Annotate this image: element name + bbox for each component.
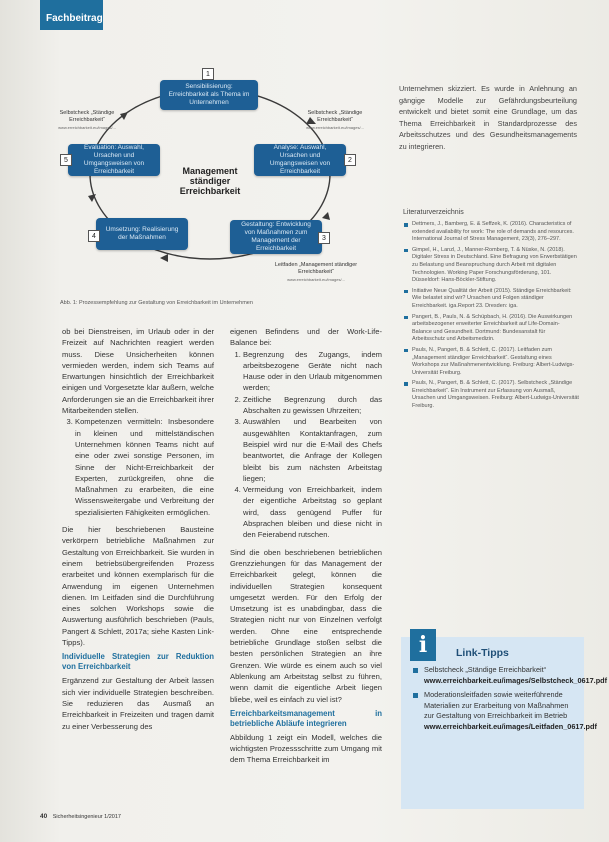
step-number-4: 4 <box>88 230 100 242</box>
literature-item: Gimpel, H., Lanzl, J., Manner-Romberg, T. & Nüske, N. (2018). Digitaler Stress in Deutschland. Eine Befragung von Erwerbstätigen zu Belastung und Beanspruchung durch Arbeit mit digitalen Technologien. Working Paper Forschungsförderung, 101. Düsseldorf: Hans-Böckler-Stiftung. <box>403 247 579 285</box>
process-step-2 <box>254 144 346 176</box>
col2-list-item: 1. Begrenzung des Zugangs, indem arbeitsbezogene Geräte nicht nach Hause oder in den Urlaub mitgenommen werden; <box>243 349 382 394</box>
col2-list <box>230 349 382 541</box>
figure-label-left-url: www.erreichbarkeit.eu/images/... <box>58 125 116 130</box>
process-step-4-label: Umsetzung: Realisierung der Maßnahmen <box>105 226 179 241</box>
figure-label-right-url: www.erreichbarkeit.eu/images/... <box>306 125 364 130</box>
figure-label-bottom-text: Leitfaden „Management ständiger Erreichbarkeit“ <box>274 262 358 275</box>
process-step-2-label: Analyse: Auswahl, Ursachen und Umgangsweisen von Erreichbarkeit <box>269 144 331 175</box>
process-step-3 <box>230 220 322 254</box>
col2-list-item: 2. Zeitliche Begrenzung durch das Abschalten zu gewissen Uhrzeiten; <box>243 394 382 417</box>
figure-label-bottom <box>266 262 366 283</box>
literature-item: Pauls, N., Pangert, B. & Schlett, C. (2017). Leitfaden zum „Management ständiger Erreichbarkeit“. Gestaltung eines Workshops zur Maßnahmenentwicklung. Freiburg: Albert-Ludwigs-Universität Freiburg. <box>403 347 579 377</box>
col2-paragraph-3: Abbildung 1 zeigt ein Modell, welches die wichtigsten Prozessschritte zum Umgang mit dem Thema Erreichbarkeit im <box>230 732 382 765</box>
col1-list-item-3: 3. Kompetenzen vermitteln: Insbesondere in kleinen und mittelständischen Unternehmen können Teams nicht auf eine oder zwei sonstige Personen, im Sinne der Nicht-Erreichbarkeit der Experten, zurückgreifen, ohne die Maßnahmen zu erarbeiten, die eine Wissensweitergabe und Verbreitung der spezialisierten Fähigkeiten ermöglichen. <box>75 416 214 518</box>
process-step-1 <box>160 80 258 110</box>
process-step-5-label: Evaluation: Auswahl, Ursachen und Umgangsweisen von Erreichbarkeit <box>83 144 145 175</box>
col1-paragraph-1: ob bei Dienstreisen, im Urlaub oder in der Freizeit auf Nachrichten reagiert werden muss. Diese Unsicherheiten können vermieden werden, indem sich Teams auf Erwartungen hinsichtlich der Erreichbarkeit einigen und Vorgesetzte klar äußern, welche Anforderungen sie an die Erreichbarkeit ihrer Mitarbeitenden stellen. <box>62 327 214 416</box>
col2-paragraph-2: Sind die oben beschriebenen betrieblichen Grenzziehungen für das Management der Erreichbarkeit gelegt, können die individuellen Strategien konsequent umgesetzt werden. Für den Erfolg der Umsetzung ist es unabdingbar, dass die Strategien nicht nur von Einzelnen verfolgt werden. Ohne eine entsprechende betriebliche Grundlage stoßen selbst die besten persönlichen Strategien an ihre Grenzen. Wie würde es einem auch so viel Ablenkung am Arbeitstag selbst zu führen, wenn damit die eigentliche Arbeit liegen bliebe, weil es einfach zu viel ist? <box>230 547 382 704</box>
page-footer <box>40 813 121 820</box>
right-intro-paragraph: Unternehmen skizziert. Es wurde in Anlehnung an gängige Modelle zur Gefährdungsbeurteilung entwickelt und bietet somit eine Grundlage, um das Thema Erreichbarkeit in Standardprozesse des Arbeitsschutzes und des Gesundheitsmanagements zu integrieren. <box>399 84 577 151</box>
figure-label-right <box>290 110 380 131</box>
link-tips-box <box>401 632 608 809</box>
body-column-2 <box>230 326 382 766</box>
figure-label-left-text: Selbstcheck „Ständige Erreichbarkeit“ <box>59 110 115 123</box>
process-step-1-label: Sensibilisierung: Erreichbarkeit als Thema im Unternehmen <box>168 83 250 106</box>
col1-paragraph-3: Ergänzend zur Gestaltung der Arbeit lassen sich vier individuelle Strategien beschreiben. Sie reduzieren das Ausmaß an Erreichbarkeit in Freizeiten und tragen damit zu einer Verbesserung des <box>62 676 214 731</box>
info-icon: i <box>410 629 436 661</box>
figure-label-left <box>42 110 132 131</box>
col2-heading: Erreichbarkeitsmanagement in betriebliche Abläufe integrieren <box>230 708 382 728</box>
col2-paragraph-1: eigenen Befindens und der Work-Life-Balance bei: <box>230 327 382 348</box>
step-number-3: 3 <box>318 232 330 244</box>
section-tag: Fachbeitrag <box>40 0 103 30</box>
link-tip-text: Moderationsleitfaden sowie weiterführende Materialien zur Erarbeitung von Maßnahmen zur Gestaltung von Erreichbarkeit im Betrieb <box>424 690 569 720</box>
journal-name: Sicherheitsingenieur 1/2017 <box>52 814 121 820</box>
link-tips-list <box>411 665 608 736</box>
literature-list <box>403 221 579 414</box>
literature-item: Initiative Neue Qualität der Arbeit (2015). Ständige Erreichbarkeit: Wie belastet sind wir? Ursachen und Folgen ständiger Erreichbarkeit. iga.Report 23. Dresden: iga. <box>403 288 579 311</box>
figure-label-bottom-url: www.erreichbarkeit.eu/images/... <box>287 277 345 282</box>
page-number: 40 <box>40 813 48 820</box>
step-number-2: 2 <box>344 154 356 166</box>
process-step-4 <box>96 218 188 250</box>
link-tips-title: Link-Tipps <box>456 647 509 659</box>
step-number-1: 1 <box>202 68 214 80</box>
col1-list <box>62 416 214 518</box>
literature-heading: Literaturverzeichnis <box>403 209 464 216</box>
body-column-1 <box>62 326 214 732</box>
col1-paragraph-2: Die hier beschriebenen Bausteine verkörpern betriebliche Maßnahmen zur Gestaltung von Erreichbarkeit. Sie wurden in einem betriebsübergreifenden Prozess erarbeitet und können exemplarisch für die Anwendung im eigenen Unternehmen dienen. Im Leitfaden sind die Durchführung eines solchen Workshops sowie die Auswertung ausführlich beschrieben (Pauls, Pangert & Schlett, 2017a; siehe Kasten Link-Tipps). <box>62 525 214 648</box>
literature-item: Pauls, N., Pangert, B. & Schlett, C. (2017). Selbstcheck „Ständige Erreichbarkeit“. Ein Instrument zur Erfassung von Ausmaß, Ursachen und Umgangsweisen. Freiburg: Albert-Ludwigs-Universität Freiburg. <box>403 380 579 410</box>
link-tip-url[interactable]: www.erreichbarkeit.eu/images/Selbstcheck_0617.pdf <box>424 675 608 685</box>
literature-item: Dettmers, J., Bamberg, E. & Seffzek, K. (2016). Characteristics of extended availability for work: The role of demands and resources. International Journal of Stress Management, 23(3), 276–297. <box>403 221 579 244</box>
col2-list-item: 4. Vermeidung von Erreichbarkeit, indem der eigentliche Arbeitstag so geplant wird, dass genügend Puffer für Absprachen bleiben und diese nicht in den Feierabend rutschen. <box>243 484 382 540</box>
link-tip-url[interactable]: www.erreichbarkeit.eu/images/Leitfaden_0617.pdf <box>424 721 597 731</box>
link-tip-text: Selbstcheck „Ständige Erreichbarkeit“ <box>424 665 547 674</box>
literature-item: Pangert, B., Pauls, N. & Schüpbach, H. (2016). Die Auswirkungen arbeitsbezogener erweiterter Erreichbarkeit auf Life-Domain-Balance und Gesundheit. Dortmund: Bundesanstalt für Arbeitsschutz und Arbeitsmedizin. <box>403 314 579 344</box>
figure-caption: Abb. 1: Prozessempfehlung zur Gestaltung von Erreichbarkeit im Unternehmen <box>60 300 253 306</box>
figure-label-right-text: Selbstcheck „Ständige Erreichbarkeit“ <box>307 110 363 123</box>
figure-center-title: Management ständiger Erreichbarkeit <box>179 166 241 196</box>
step-number-5: 5 <box>60 154 72 166</box>
process-step-5 <box>68 144 160 176</box>
link-tip-item <box>411 665 608 686</box>
link-tip-item <box>411 690 597 732</box>
process-figure <box>40 62 382 302</box>
process-step-3-label: Gestaltung: Entwicklung von Maßnahmen zum Management der Erreichbarkeit <box>241 221 311 252</box>
col2-list-item: 3. Auswählen und Bearbeiten von ausgewählten Kontaktanfragen, zum Beispiel wird nur die E-Mail des Chefs beantwortet, die Anfrage der Kollegen bleibt bis zum nächsten Arbeitstag liegen; <box>243 416 382 484</box>
col1-heading: Individuelle Strategien zur Reduktion von Erreichbarkeit <box>62 652 214 672</box>
